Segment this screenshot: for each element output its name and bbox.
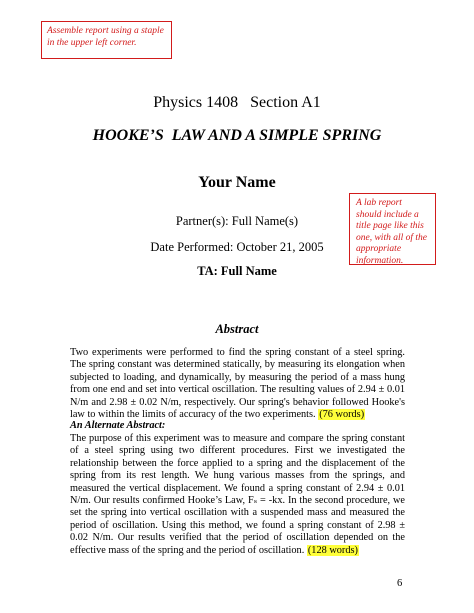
ta-line: TA: Full Name [197,264,277,278]
partners-line: Partner(s): Full Name(s) [175,214,299,228]
abstract-word-count: (76 words) [319,409,365,421]
alternate-abstract-paragraph [70,433,405,557]
author-name: Your Name [198,174,276,191]
abstract-heading: Abstract [215,322,259,336]
abstract-text: Two experiments were performed to find the spring constant of a steel spring. The spring constant was determined statically, by measuring its elongation when subjected to loading, and dynamically, by measuring the period of a mass hung from one end and set into vertical oscillation. The resulting values of 2.94 ± 0.01 N/m and 2.98 ± 0.02 N/m, respectively. Our spring's behavior followed Hooke's law to within the limits of accuracy of the two experiments. [70,347,405,421]
report-title: HOOKE’S LAW AND A SIMPLE SPRING [92,127,382,144]
course-line: Physics 1408 Section A1 [153,94,321,111]
date-performed: Date Performed: October 21, 2005 [150,240,324,254]
alternate-abstract-text: The purpose of this experiment was to measure and compare the spring constant of a steel spring using two different procedures. First we investigated the relationship between the force applied to a spring and the displacement of the spring from its rest length. We hung various masses from the springs, and measured the vertical displacement. We found a spring constant of 2.94 ± 0.01 N/m. Our results confirmed Hooke’s Law, Fₛ = -kx. In the second procedure, we set the spring into vertical oscillation with a suspended mass and measured the period of oscillation. Using this method, we found a spring constant of 2.98 ± 0.02 N/m. Our results verified that the period of oscillation depended on the effective mass of the spring and the period of oscillation. [70,433,405,556]
page-number: 6 [397,578,403,589]
alternate-word-count: (128 words) [307,544,358,556]
staple-note: Assemble report using a staple in the upper left corner. [41,21,172,59]
abstract-paragraph [70,347,405,421]
title-page-note: A lab report should include a title page like this one, with all of the appropriate information. [349,193,436,265]
alternate-abstract-heading: An Alternate Abstract: [70,420,166,431]
